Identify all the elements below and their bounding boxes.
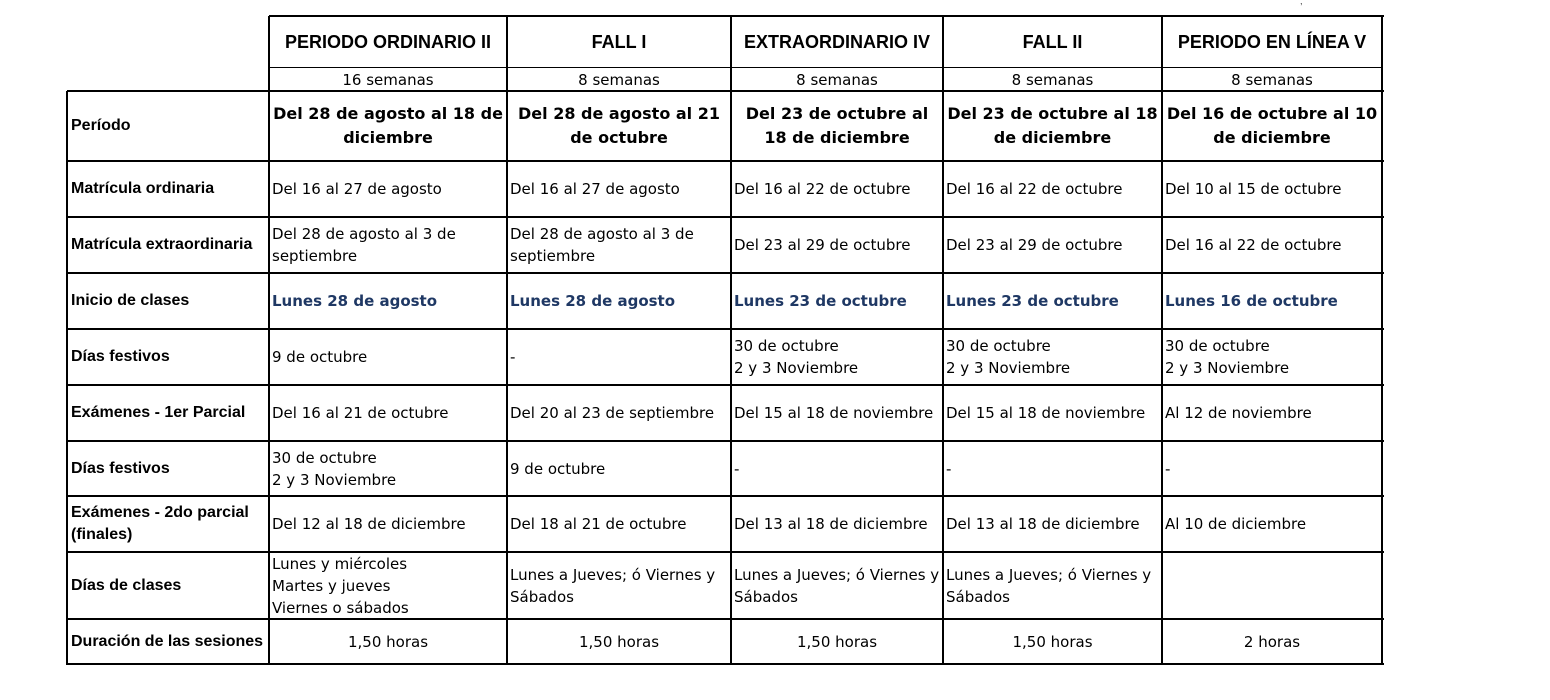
grid-line [67,272,1384,274]
period-value: Del 23 de octubre al 18 de diciembre [745,104,929,147]
table-cell: Del 28 de agosto al 3 de septiembre [272,225,456,265]
period-value: Del 28 de agosto al 21 de octubre [518,104,720,147]
grid-line [67,328,1384,330]
column-header: PERIODO EN LÍNEA V [1177,32,1367,52]
table-cell: Del 23 al 29 de octubre [734,236,911,254]
grid-line [269,67,1383,68]
table-cell: Del 20 al 23 de septiembre [510,404,715,422]
table-cell: Lunes a Jueves; ó Viernes y Sábados [734,565,940,606]
class-start-date: Lunes 28 de agosto [272,292,438,310]
table-cell: 1,50 horas [796,632,878,651]
grid-line [67,551,1384,553]
column-header: EXTRAORDINARIO IV [743,32,930,52]
grid-line [67,663,1384,665]
table-cell: Del 10 al 15 de octubre [1165,180,1342,198]
column-weeks: 8 semanas [578,70,660,89]
table-cell: 2 horas [1243,632,1301,651]
grid-line [67,216,1384,218]
table-cell: Del 23 al 29 de octubre [946,236,1123,254]
table-cell: - [734,459,740,478]
table-cell: 1,50 horas [578,632,660,651]
grid-line [67,160,1384,162]
table-cell: 1,50 horas [347,632,429,651]
table-cell: - [946,459,952,478]
grid-line [1161,16,1163,665]
row-label: Matrícula ordinaria [71,180,215,197]
column-header: FALL I [591,32,647,52]
row-label: Días festivos [71,348,170,365]
grid-line [67,618,1384,620]
table-cell: Del 28 de agosto al 3 de septiembre [510,225,694,265]
table-cell: Lunes y miércoles Martes y jueves Viernes o sábados [272,554,409,617]
grid-line [67,384,1384,386]
table-cell: - [1165,459,1171,478]
table-cell: Del 16 al 27 de agosto [272,180,442,198]
table-cell: Lunes a Jueves; ó Viernes y Sábados [510,565,716,606]
row-label-period: Período [71,117,131,134]
table-cell: Del 16 al 27 de agosto [510,180,680,198]
table-cell: Lunes a Jueves; ó Viernes y Sábados [946,565,1152,606]
row-label: Exámenes - 2do parcial (finales) [71,504,249,543]
column-weeks: 16 semanas [342,70,434,89]
table-cell [1162,552,1382,619]
column-weeks: 8 semanas [1011,70,1094,89]
table-cell: 30 de octubre 2 y 3 Noviembre [946,337,1071,377]
table-cell: Del 13 al 18 de diciembre [946,515,1140,533]
row-label: Duración de las sesiones [71,632,264,650]
grid-line [67,440,1384,442]
column-header: FALL II [1022,32,1083,52]
table-cell: Del 13 al 18 de diciembre [734,515,928,533]
period-value: Del 16 de octubre al 10 de diciembre [1166,104,1378,147]
table-cell: Del 16 al 22 de octubre [734,180,911,198]
class-start-date: Lunes 23 de octubre [734,292,907,310]
table-cell: Del 15 al 18 de noviembre [946,404,1146,422]
column-weeks: 8 semanas [1231,70,1313,89]
page-corner-mark: , [1300,0,1303,6]
table-cell: 9 de octubre [272,348,368,366]
table-cell: Del 16 al 22 de octubre [946,180,1123,198]
period-value: Del 23 de octubre al 18 de diciembre [947,104,1158,147]
class-start-date: Lunes 28 de agosto [510,292,676,310]
table-cell: Del 16 al 22 de octubre [1165,236,1342,254]
column-header: PERIODO ORDINARIO II [284,32,491,52]
grid-line [66,91,68,665]
table-cell: Del 12 al 18 de diciembre [272,515,466,533]
grid-line [67,90,1384,92]
period-value: Del 28 de agosto al 18 de diciembre [273,104,503,147]
table-cell: Del 16 al 21 de octubre [272,404,449,422]
table-cell: 1,50 horas [1012,632,1093,651]
row-label: Exámenes - 1er Parcial [71,404,246,421]
row-label: Días de clases [71,576,182,594]
class-start-date: Lunes 16 de octubre [1165,292,1338,310]
table-cell: 30 de octubre 2 y 3 Noviembre [1165,337,1290,377]
grid-line [1381,16,1383,665]
grid-line [730,16,732,665]
row-label: Inicio de clases [71,292,190,309]
table-cell: 9 de octubre [510,459,606,478]
grid-line [268,16,270,665]
row-label: Matrícula extraordinaria [71,236,253,253]
grid-line [269,15,1384,17]
table-cell: - [510,348,516,366]
grid-line [67,495,1384,497]
class-start-date: Lunes 23 de octubre [946,292,1119,310]
table-cell: Al 10 de diciembre [1165,515,1307,533]
table-cell: Del 15 al 18 de noviembre [734,404,934,422]
table-cell: Al 12 de noviembre [1165,404,1312,422]
grid-line [942,16,944,665]
row-label: Días festivos [71,459,170,477]
table-cell: 30 de octubre 2 y 3 Noviembre [272,448,397,489]
table-cell: Del 18 al 21 de octubre [510,515,687,533]
column-weeks: 8 semanas [796,70,878,89]
table-cell: 30 de octubre 2 y 3 Noviembre [734,337,859,377]
grid-line [506,16,508,665]
